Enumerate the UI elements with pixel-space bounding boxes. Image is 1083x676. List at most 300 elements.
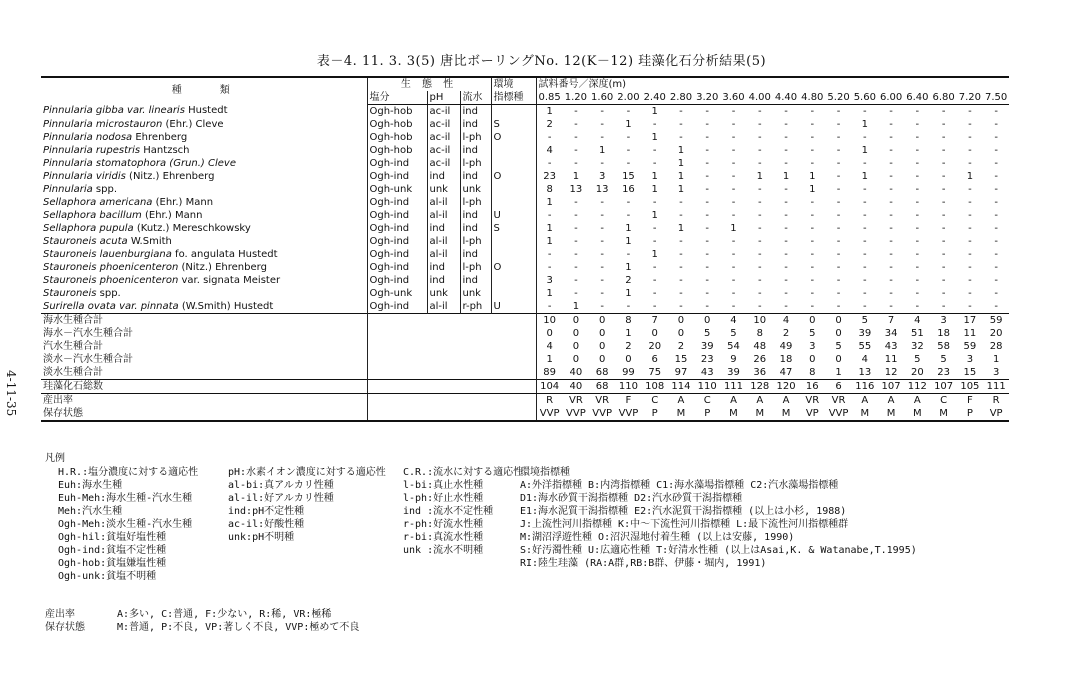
value-cell: - xyxy=(757,157,762,169)
species-row xyxy=(41,274,1009,287)
depth-header-cell: 6.40 xyxy=(906,91,929,103)
legend-line: E1:海水泥質干潟指標種 E2:汽水泥質干潟指標種 (以上は小杉, 1988) xyxy=(520,506,847,517)
value-cell: - xyxy=(547,157,552,169)
value-cell: 0 xyxy=(589,314,615,328)
value-cell: 20 xyxy=(910,366,924,378)
legend-abundance xyxy=(45,608,331,621)
value-cell: 0 xyxy=(799,314,825,328)
summary-label: 産出率 xyxy=(41,394,367,408)
species-row xyxy=(41,209,1009,222)
value-cell: 15 xyxy=(674,353,688,365)
ph-cell: al-il xyxy=(427,209,460,222)
flow-cell: l-ph xyxy=(460,131,491,144)
value-cell: 11 xyxy=(884,353,898,365)
species-cell xyxy=(41,287,367,300)
value-cell: VVP xyxy=(825,407,851,421)
value-cell: 8 xyxy=(756,327,763,339)
value-cell: VVP xyxy=(536,407,563,421)
summary-row xyxy=(41,407,1009,421)
legend-line: J:上流性河川指標種 K:中～下流性河川指標種 L:最下流性河川指標種群 xyxy=(520,519,849,530)
value-cell: - xyxy=(994,157,998,169)
species-row xyxy=(41,131,1009,144)
value-cell: - xyxy=(941,183,946,195)
legend-line: M:湖沼浮遊性種 O:沼沢湿地付着生種 (以上は安藤, 1990) xyxy=(520,532,795,543)
table-title: 表－4. 11. 3. 3(5) 唐比ボーリングNo. 12(K－12) 珪藻化石分析結果(5) xyxy=(316,54,767,69)
species-cell xyxy=(41,235,367,248)
value-cell: - xyxy=(863,222,867,234)
value-cell: 2 xyxy=(546,118,553,130)
header-row-1 xyxy=(41,77,1009,91)
value-cell: - xyxy=(731,248,736,260)
value-cell: - xyxy=(547,261,552,273)
species-author: Hantzsch xyxy=(140,144,190,156)
value-cell: M xyxy=(852,407,878,421)
depth-header-cell: 7.50 xyxy=(985,91,1008,103)
summary-row xyxy=(41,340,1009,353)
legend-line: Euh-Meh:海水生種-汽水生種 xyxy=(58,493,193,504)
value-cell: - xyxy=(705,105,710,117)
value-cell: 5 xyxy=(940,353,947,365)
value-cell: - xyxy=(836,222,841,234)
value-cell: - xyxy=(757,222,762,234)
species-name: Sellaphora americana xyxy=(43,196,153,208)
value-cell: - xyxy=(731,131,736,143)
value-cell: - xyxy=(915,235,920,247)
value-cell: 1 xyxy=(756,170,763,182)
value-cell: - xyxy=(757,235,762,247)
value-cell: - xyxy=(679,287,683,299)
value-cell: - xyxy=(863,274,867,286)
value-cell: - xyxy=(757,196,762,208)
value-cell: 39 xyxy=(858,327,872,339)
value-cell: - xyxy=(915,300,920,312)
value-cell: 5 xyxy=(852,314,878,328)
value-cell: VR xyxy=(805,394,820,406)
species-name: Pinnularia stomatophora (Grun.) Cleve xyxy=(43,157,236,169)
value-cell: 0 xyxy=(598,327,606,339)
flow-cell: ind xyxy=(460,105,491,119)
indicator-cell xyxy=(491,274,536,287)
indicator-cell: U xyxy=(491,209,536,222)
value-cell: - xyxy=(836,105,841,117)
value-cell: 0 xyxy=(598,340,606,352)
value-cell: 32 xyxy=(910,340,924,352)
value-cell: - xyxy=(941,274,946,286)
value-cell: - xyxy=(941,209,946,221)
value-cell: 1 xyxy=(809,170,816,182)
value-cell: 1 xyxy=(651,170,658,182)
value-cell: 110 xyxy=(694,380,720,394)
value-cell: 13 xyxy=(858,366,872,378)
value-cell: 0 xyxy=(572,340,580,352)
indicator-cell: O xyxy=(491,170,536,183)
value-cell: - xyxy=(731,157,736,169)
value-cell: - xyxy=(574,287,578,299)
value-cell: 59 xyxy=(983,314,1009,328)
value-cell: P xyxy=(642,407,668,421)
value-cell: - xyxy=(600,105,604,117)
value-cell: 4 xyxy=(861,353,868,365)
species-author: (Ehr.) Mann xyxy=(141,209,203,221)
value-cell: A xyxy=(887,394,895,406)
species-cell xyxy=(41,183,367,196)
value-cell: - xyxy=(757,300,762,312)
value-cell: A xyxy=(677,394,685,406)
value-cell: 3 xyxy=(546,274,553,286)
value-cell: - xyxy=(731,274,736,286)
value-cell: 1 xyxy=(546,196,553,208)
summary-row xyxy=(41,353,1009,366)
legend-line: l-ph:好止水性種 xyxy=(403,493,484,504)
indicator-cell xyxy=(491,105,536,119)
ph-cell: ac-il xyxy=(427,105,460,119)
value-cell: - xyxy=(652,261,657,273)
indicator-cell xyxy=(491,157,536,170)
species-cell xyxy=(41,222,367,235)
legend-line: Ogh-hob:貧塩嫌塩性種 xyxy=(58,558,167,569)
value-cell: - xyxy=(810,144,815,156)
value-cell: M xyxy=(904,407,930,421)
value-cell: VVP xyxy=(563,407,589,421)
legend-line: D1:海水砂質干潟指標種 D2:汽水砂質干潟指標種 xyxy=(520,493,743,504)
ph-cell: al-il xyxy=(427,235,460,248)
value-cell: - xyxy=(705,248,710,260)
ph-cell: ind xyxy=(427,261,460,274)
value-cell: - xyxy=(915,287,920,299)
value-cell: - xyxy=(889,157,893,169)
value-cell: - xyxy=(784,274,788,286)
species-author: Hustedt xyxy=(184,105,228,117)
value-cell: - xyxy=(626,131,631,143)
value-cell: - xyxy=(652,235,657,247)
value-cell: 49 xyxy=(779,340,793,352)
value-cell: 1 xyxy=(625,261,632,273)
summary-label: 珪藻化石総数 xyxy=(41,380,367,394)
species-author: fo. angulata Hustedt xyxy=(171,248,278,260)
value-cell: - xyxy=(968,235,972,247)
value-cell: - xyxy=(968,287,972,299)
value-cell: - xyxy=(836,157,841,169)
value-cell: - xyxy=(889,183,893,195)
species-name: Stauroneis xyxy=(43,287,97,299)
value-cell: 5 xyxy=(730,327,737,339)
value-cell: 15 xyxy=(963,366,977,378)
value-cell: 1 xyxy=(625,287,632,299)
value-cell: A xyxy=(756,394,764,406)
value-cell: 1 xyxy=(572,170,580,182)
value-cell: A xyxy=(782,394,790,406)
species-row xyxy=(41,222,1009,235)
value-cell: - xyxy=(810,157,815,169)
value-cell: - xyxy=(941,248,946,260)
value-cell: - xyxy=(941,105,946,117)
value-cell: - xyxy=(705,287,710,299)
depth-header-cell: 4.40 xyxy=(774,91,798,103)
summary-label: 保存状態 xyxy=(41,407,367,421)
value-cell: - xyxy=(784,248,788,260)
species-author: (Kutz.) Mereschkowsky xyxy=(133,222,251,234)
species-name: Pinnularia nodosa xyxy=(43,131,133,143)
salinity-cell: Ogh-ind xyxy=(369,235,410,247)
value-cell: - xyxy=(705,157,710,169)
value-cell: - xyxy=(574,196,578,208)
indicator-cell: S xyxy=(491,222,536,235)
salinity-cell: Ogh-ind xyxy=(369,157,410,169)
value-cell: 1 xyxy=(546,105,553,117)
species-name: Stauroneis lauenburgiana xyxy=(43,248,172,260)
value-cell: - xyxy=(994,183,998,195)
salinity-cell: Ogh-ind xyxy=(369,209,410,221)
species-row xyxy=(41,300,1009,314)
value-cell: - xyxy=(810,209,815,221)
species-cell xyxy=(41,274,367,287)
value-cell: - xyxy=(574,248,578,260)
value-cell: - xyxy=(994,235,998,247)
species-author: (Ehr.) Mann xyxy=(152,196,214,208)
value-cell: - xyxy=(652,118,657,130)
value-cell: - xyxy=(915,105,920,117)
value-cell: - xyxy=(679,131,683,143)
summary-label: 淡水生種合計 xyxy=(41,366,367,380)
value-cell: - xyxy=(915,248,920,260)
value-cell: - xyxy=(652,287,657,299)
value-cell: - xyxy=(941,157,946,169)
value-cell: VVP xyxy=(589,407,615,421)
salinity-cell: Ogh-ind xyxy=(369,300,410,312)
value-cell: 0 xyxy=(651,327,658,339)
species-row xyxy=(41,157,1009,170)
value-cell: 40 xyxy=(569,366,583,378)
value-cell: 8 xyxy=(546,183,553,195)
value-cell: P xyxy=(957,407,983,421)
flow-cell: ind xyxy=(460,170,491,183)
value-cell: - xyxy=(679,261,683,273)
value-cell: M xyxy=(878,407,904,421)
value-cell: - xyxy=(810,118,815,130)
value-cell: - xyxy=(810,235,815,247)
value-cell: 11 xyxy=(963,327,977,339)
value-cell: - xyxy=(705,183,710,195)
value-cell: - xyxy=(731,170,736,182)
depth-header-cell: 2.00 xyxy=(617,91,640,103)
value-cell: - xyxy=(810,248,815,260)
value-cell: 3 xyxy=(930,314,956,328)
value-cell: - xyxy=(757,287,762,299)
flow-cell: l-ph xyxy=(460,196,491,209)
value-cell: 1 xyxy=(861,170,868,182)
salinity-cell: Ogh-hob xyxy=(369,118,413,130)
value-cell: - xyxy=(652,300,657,312)
value-cell: 5 xyxy=(809,327,816,339)
value-cell: 89 xyxy=(543,366,556,378)
value-cell: - xyxy=(968,105,972,117)
species-header: 種 類 xyxy=(41,77,367,105)
value-cell: - xyxy=(941,144,946,156)
value-cell: - xyxy=(547,209,552,221)
value-cell: - xyxy=(863,183,867,195)
value-cell: M xyxy=(773,407,799,421)
value-cell: 1 xyxy=(677,183,685,195)
depth-header-cell: 3.60 xyxy=(722,91,745,103)
species-name: Stauroneis acuta xyxy=(43,235,128,247)
value-cell: - xyxy=(994,274,998,286)
value-cell: 4 xyxy=(546,340,553,352)
flow-cell: ind xyxy=(460,209,491,222)
value-cell: - xyxy=(731,196,736,208)
legend-line: Ogh-Meh:淡水生種-汽水生種 xyxy=(58,519,193,530)
legend-preservation xyxy=(45,621,359,634)
value-cell: - xyxy=(994,209,998,221)
flow-cell: unk xyxy=(460,287,491,300)
value-cell: - xyxy=(836,235,841,247)
value-cell: 23 xyxy=(700,353,714,365)
value-cell: - xyxy=(626,209,631,221)
value-cell: 59 xyxy=(963,340,977,352)
value-cell: - xyxy=(968,222,972,234)
value-cell: - xyxy=(600,300,604,312)
depth-header-cell: 0.85 xyxy=(536,91,563,105)
value-cell: - xyxy=(915,144,920,156)
value-cell: 3 xyxy=(992,366,1000,378)
depth-header-cell: 5.20 xyxy=(827,91,850,103)
legend-line: C.R.:流水に対する適応性 xyxy=(403,467,524,478)
species-author: var. signata Meister xyxy=(178,274,281,286)
legend-line: H.R.:塩分濃度に対する適応性 xyxy=(58,467,199,478)
value-cell: R xyxy=(992,394,1000,406)
value-cell: - xyxy=(863,300,867,312)
value-cell: - xyxy=(968,209,972,221)
salinity-cell: Ogh-hob xyxy=(369,105,413,117)
value-cell: 39 xyxy=(700,340,714,352)
value-cell: VR xyxy=(569,394,583,406)
salinity-cell: Ogh-hob xyxy=(369,144,413,156)
value-cell: - xyxy=(679,209,683,221)
value-cell: - xyxy=(784,287,788,299)
value-cell: - xyxy=(757,261,762,273)
preservation-legend-label: 保存状態 xyxy=(45,622,85,633)
value-cell: - xyxy=(863,248,867,260)
value-cell: - xyxy=(784,144,788,156)
summary-row xyxy=(41,380,1009,394)
value-cell: - xyxy=(915,118,920,130)
depth-header-cell: 7.20 xyxy=(958,91,982,103)
value-cell: - xyxy=(705,118,710,130)
value-cell: 1 xyxy=(966,170,974,182)
value-cell: - xyxy=(889,105,893,117)
value-cell: - xyxy=(941,235,946,247)
value-cell: 17 xyxy=(957,314,983,328)
value-cell: 5 xyxy=(914,353,921,365)
species-row xyxy=(41,105,1009,119)
value-cell: - xyxy=(731,105,736,117)
value-cell: 107 xyxy=(878,380,904,394)
value-cell: - xyxy=(836,274,841,286)
value-cell: - xyxy=(941,300,946,312)
value-cell: - xyxy=(574,131,578,143)
ecology-header: 生 態 性 xyxy=(367,77,491,91)
species-row xyxy=(41,183,1009,196)
value-cell: 120 xyxy=(773,380,799,394)
species-cell xyxy=(41,105,367,119)
value-cell: 8 xyxy=(809,366,816,378)
species-name: Pinnularia xyxy=(43,183,93,195)
value-cell: - xyxy=(810,222,815,234)
value-cell: 1 xyxy=(782,170,790,182)
value-cell: - xyxy=(679,274,683,286)
legend-line: l-bi:真止水性種 xyxy=(403,480,484,491)
summary-blank xyxy=(367,314,536,328)
value-cell: - xyxy=(679,235,683,247)
depth-header-cell: 6.80 xyxy=(932,91,955,103)
value-cell: - xyxy=(968,144,972,156)
value-cell: A xyxy=(730,394,737,406)
salinity-cell: Ogh-ind xyxy=(369,196,410,208)
value-cell: - xyxy=(705,144,710,156)
indicator-cell xyxy=(491,248,536,261)
value-cell: - xyxy=(941,131,946,143)
species-name: Stauroneis phoenicenteron xyxy=(43,274,179,286)
flow-cell: ind xyxy=(460,248,491,261)
value-cell: - xyxy=(600,157,604,169)
value-cell: - xyxy=(679,118,683,130)
value-cell: - xyxy=(889,131,893,143)
value-cell: 0 xyxy=(835,353,842,365)
value-cell: 0 xyxy=(694,314,720,328)
indicator-cell xyxy=(491,144,536,157)
value-cell: 1 xyxy=(625,222,632,234)
value-cell: - xyxy=(836,287,841,299)
value-cell: - xyxy=(968,118,972,130)
value-cell: - xyxy=(757,131,762,143)
indicator-cell xyxy=(491,287,536,300)
value-cell: 1 xyxy=(677,157,685,169)
value-cell: 36 xyxy=(753,366,767,378)
value-cell: 54 xyxy=(727,340,740,352)
ph-cell: ind xyxy=(427,274,460,287)
abundance-legend-text: A:多い, C:普通, F:少ない, R:稀, VR:極稀 xyxy=(117,609,332,620)
value-cell: VR xyxy=(595,394,610,406)
value-cell: 9 xyxy=(730,353,737,365)
summary-label: 淡水－汽水生種合計 xyxy=(41,353,367,366)
value-cell: - xyxy=(994,222,998,234)
legend-line: unk:pH不明種 xyxy=(228,532,295,543)
species-name: Pinnularia rupestris xyxy=(43,144,141,156)
legend-line: 環境指標種 xyxy=(520,467,570,478)
value-cell: 0 xyxy=(825,314,851,328)
value-cell: 1 xyxy=(651,248,658,260)
value-cell: 15 xyxy=(622,170,635,182)
value-cell: - xyxy=(705,209,710,221)
value-cell: - xyxy=(757,209,762,221)
value-cell: A xyxy=(913,394,921,406)
value-cell: - xyxy=(836,131,841,143)
value-cell: - xyxy=(652,157,657,169)
value-cell: 23 xyxy=(543,170,556,182)
legend-line: ind :流水不定性種 xyxy=(403,506,494,517)
value-cell: 47 xyxy=(779,366,793,378)
species-cell xyxy=(41,209,367,222)
value-cell: 128 xyxy=(747,380,773,394)
species-cell xyxy=(41,131,367,144)
ph-cell: al-il xyxy=(427,300,460,314)
species-cell xyxy=(41,157,367,170)
value-cell: 1 xyxy=(677,170,685,182)
salinity-cell: Ogh-ind xyxy=(369,170,410,182)
value-cell: - xyxy=(941,196,946,208)
value-cell: 7 xyxy=(642,314,668,328)
depth-header-cell: 2.40 xyxy=(643,91,666,103)
value-cell: 111 xyxy=(720,380,746,394)
